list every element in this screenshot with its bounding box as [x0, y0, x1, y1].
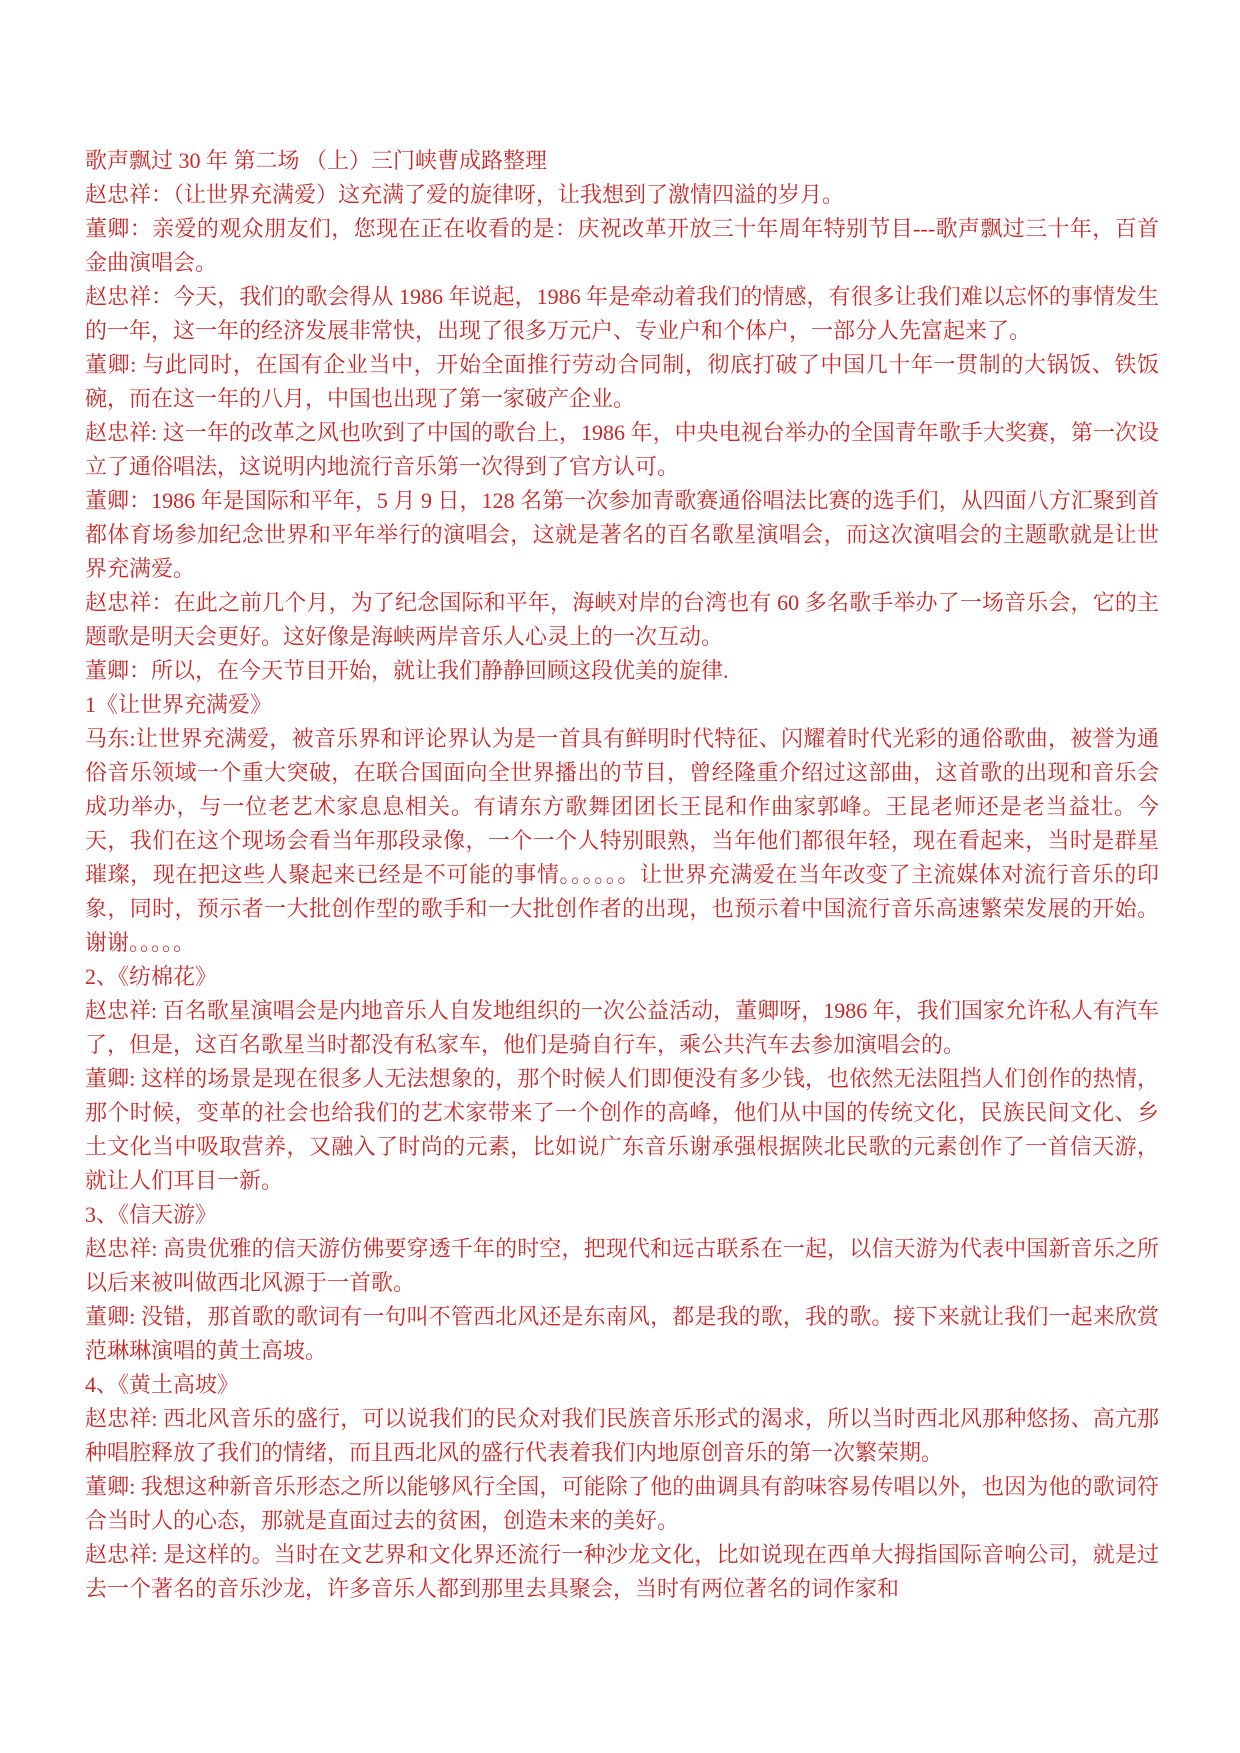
document-body	[85, 144, 1159, 1606]
paragraph: 董卿: 这样的场景是现在很多人无法想象的，那个时候人们即便没有多少钱，也依然无法阻挡人们创作的热情，那个时候，变革的社会也给我们的艺术家带来了一个创作的高峰，他们从中国的传统文化，民族民间文化、乡土文化当中吸取营养，又融入了时尚的元素，比如说广东音乐谢承强根据陕北民歌的元素创作了一首信天游，就让人们耳目一新。	[85, 1066, 1159, 1193]
paragraph: 4、《黄土高坡》	[85, 1372, 240, 1397]
paragraph: 赵忠祥：今天，我们的歌会得从 1986 年说起，1986 年是牵动着我们的情感，有很多让我们难以忘怀的事情发生的一年，这一年的经济发展非常快，出现了很多万元户、专业户和个体户，一部分人先富起来了。	[85, 284, 1159, 343]
paragraph: 赵忠祥: 百名歌星演唱会是内地音乐人自发地组织的一次公益活动，董卿呀，1986 年，我们国家允许私人有汽车了，但是，这百名歌星当时都没有私家车，他们是骑自行车，乘公共汽车去参加演唱会的。	[85, 998, 1159, 1057]
paragraph: 赵忠祥：（让世界充满爱）这充满了爱的旋律呀，让我想到了激情四溢的岁月。	[85, 182, 845, 207]
paragraph: 1《让世界充满爱》	[85, 692, 273, 717]
paragraph: 2、《纺棉花》	[85, 964, 218, 989]
paragraph: 董卿：1986 年是国际和平年，5 月 9 日，128 名第一次参加青歌赛通俗唱法比赛的选手们，从四面八方汇聚到首都体育场参加纪念世界和平年举行的演唱会，这就是著名的百名歌星演唱会，而这次演唱会的主题歌就是让世界充满爱。	[85, 488, 1159, 581]
paragraph-list	[85, 178, 1159, 1606]
paragraph: 赵忠祥: 是这样的。当时在文艺界和文化界还流行一种沙龙文化，比如说现在西单大拇指国际音响公司，就是过去一个著名的音乐沙龙，许多音乐人都到那里去具聚会，当时有两位著名的词作家和	[85, 1542, 1159, 1601]
paragraph: 董卿: 与此同时，在国有企业当中，开始全面推行劳动合同制，彻底打破了中国几十年一贯制的大锅饭、铁饭碗，而在这一年的八月，中国也出现了第一家破产企业。	[85, 352, 1159, 411]
paragraph: 马东:让世界充满爱，被音乐界和评论界认为是一首具有鲜明时代特征、闪耀着时代光彩的通俗歌曲，被誉为通俗音乐领域一个重大突破，在联合国面向全世界播出的节目，曾经隆重介绍过这部曲，这首歌的出现和音乐会成功举办，与一位老艺术家息息相关。有请东方歌舞团团长王昆和作曲家郭峰。王昆老师还是老当益壮。今天，我们在这个现场会看当年那段录像，一个一个人特别眼熟，当年他们都很年轻，现在看起来，当时是群星璀璨，现在把这些人聚起来已经是不可能的事情。。。。。。让世界充满爱在当年改变了主流媒体对流行音乐的印象，同时，预示者一大批创作型的歌手和一大批创作者的出现，也预示着中国流行音乐高速繁荣发展的开始。谢谢。。。。。	[85, 726, 1159, 955]
paragraph: 3、《信天游》	[85, 1202, 218, 1227]
paragraph: 赵忠祥: 西北风音乐的盛行，可以说我们的民众对我们民族音乐形式的渴求，所以当时西北风那种悠扬、高亢那种唱腔释放了我们的情绪，而且西北风的盛行代表着我们内地原创音乐的第一次繁荣期。	[85, 1406, 1159, 1465]
paragraph: 董卿: 我想这种新音乐形态之所以能够风行全国，可能除了他的曲调具有韵味容易传唱以外，也因为他的歌词符合当时人的心态，那就是直面过去的贫困，创造未来的美好。	[85, 1474, 1159, 1533]
paragraph: 赵忠祥: 这一年的改革之风也吹到了中国的歌台上，1986 年，中央电视台举办的全国青年歌手大奖赛，第一次设立了通俗唱法，这说明内地流行音乐第一次得到了官方认可。	[85, 420, 1159, 479]
paragraph: 董卿：所以，在今天节目开始，就让我们静静回顾这段优美的旋律.	[85, 658, 729, 683]
paragraph: 赵忠祥：在此之前几个月，为了纪念国际和平年，海峡对岸的台湾也有 60 多名歌手举办了一场音乐会，它的主题歌是明天会更好。这好像是海峡两岸音乐人心灵上的一次互动。	[85, 590, 1159, 649]
document-title: 歌声飘过 30 年 第二场 （上）三门峡曹成路整理	[85, 148, 548, 173]
paragraph: 赵忠祥: 高贵优雅的信天游仿佛要穿透千年的时空，把现代和远古联系在一起，以信天游为代表中国新音乐之所以后来被叫做西北风源于一首歌。	[85, 1236, 1159, 1295]
paragraph: 董卿: 没错，那首歌的歌词有一句叫不管西北风还是东南风，都是我的歌，我的歌。接下来就让我们一起来欣赏范琳琳演唱的黄土高坡。	[85, 1304, 1159, 1363]
paragraph: 董卿：亲爱的观众朋友们，您现在正在收看的是：庆祝改革开放三十年周年特别节目---歌声飘过三十年，百首金曲演唱会。	[85, 216, 1159, 275]
